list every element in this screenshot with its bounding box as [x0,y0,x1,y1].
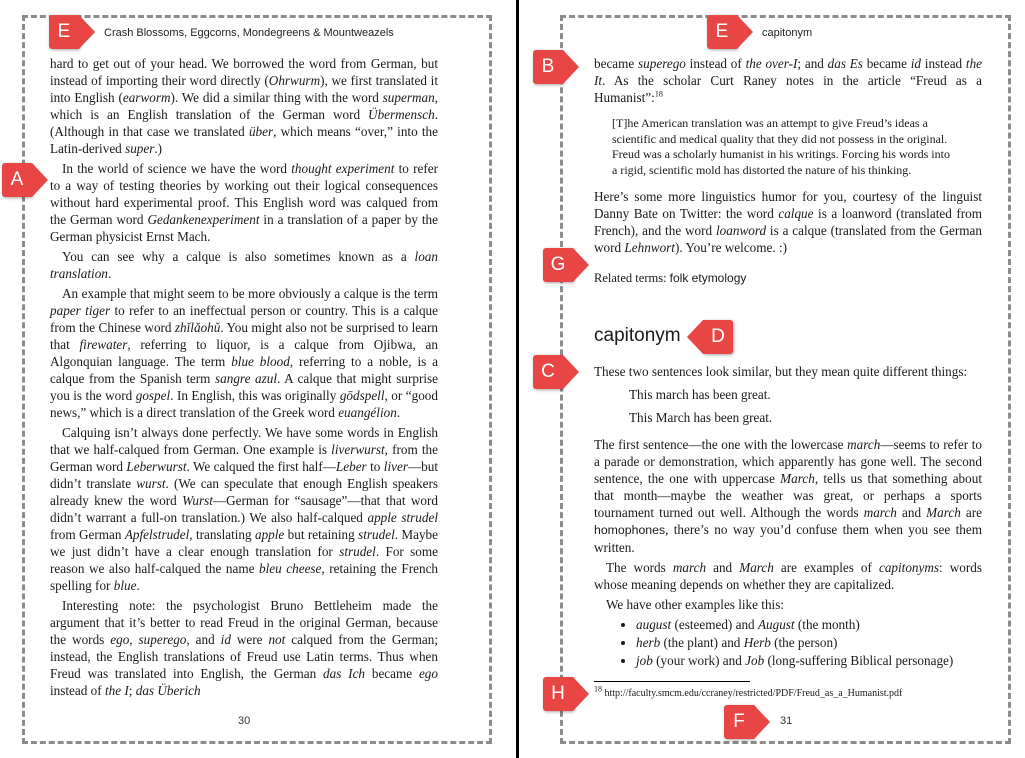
text-run: to refer to a way of testing theories by working out their logical consequences without hard experimental proof. This English word was calqued from the German word [50,161,439,227]
text-run: ). You’re welcome. :) [674,240,788,255]
text-run: , tells us that something about that month—maybe the weather was great, or perhaps a sports tournament turned out well. Although the words [594,471,982,520]
text-run: . [107,266,112,281]
callout-g: G [543,248,573,282]
italic-term: March [926,505,961,520]
italic-term: euangélion [338,405,397,420]
text-run: , [129,632,139,647]
text-run: (the month) [794,617,860,632]
text-run: , or “good news,” which is a direct translation of the Greek word [50,388,438,420]
text-run: . In English, this was originally [170,388,340,403]
text-run: hard to get out of your head. We borrowed the word from German, but instead of importing their word directly ( [50,56,438,88]
italic-term: march [863,505,897,520]
italic-term: liverwurst [331,442,385,457]
italic-term: Leber [335,459,367,474]
italic-term: Job [745,653,765,668]
sans-term: homophones [594,523,666,537]
italic-term: not [268,632,286,647]
italic-term: March [780,471,815,486]
italic-term: the I [104,683,129,698]
italic-term: superego [138,632,187,647]
text-run: and [706,560,740,575]
text-run: , referring to liquor, is a calque from Ojibwa, an Algonquian language. The term [50,337,438,369]
italic-term: Leberwurst [126,459,187,474]
italic-term: august [636,617,672,632]
text-run: . (We can speculate that enough English speakers already knew the word [50,476,438,508]
callout-a: A [2,163,32,197]
text-run: , translating [189,527,255,542]
footnote-text: http://faculty.smcm.edu/ccraney/restricted/PDF/Freud_as_a_Humanist.pdf [602,688,903,699]
text-run: Calquing isn’t always done perfectly. We have some words in English that we half-calqued from German. One example is [50,425,438,457]
left-running-head: Crash Blossoms, Eggcorns, Mondegreens & Mountweazels [104,27,394,39]
text-run: , and [186,632,221,647]
right-page-body-top [594,55,982,287]
text-run: , from the German word [50,442,438,474]
italic-term: Ohrwurm [268,73,321,88]
italic-term: das Überich [135,683,201,698]
italic-term: über [248,124,274,139]
text-run: . Maybe we just didn’t have a clear enough translation for [50,527,439,559]
italic-term: loan translation [50,249,438,281]
text-run: You can see why a calque is also sometimes known as a [62,249,415,264]
text-run: . [396,405,401,420]
italic-term: bleu cheese [259,561,322,576]
italic-term: zhǐlǎohǔ [174,320,221,335]
text-run: and [896,505,927,520]
italic-term: capitonyms [878,560,940,575]
paragraph [50,55,438,157]
text-run: from German [50,527,125,542]
callout-d: D [703,320,733,354]
entry-heading: capitonym [594,325,681,346]
text-run: Interesting note: the psychologist Bruno Bettleheim made the argument that it’s better to read Freud in the original German, because the words [50,598,438,647]
text-run: . (Although in that case we translated [50,107,438,139]
text-run: . As the scholar Curt Raney notes in the article “Freud as a Humanist”: [594,73,982,105]
italic-term: Übermensch [368,107,435,122]
text-run: (long-suffering Biblical personage) [764,653,954,668]
italic-term: ego [110,632,130,647]
italic-term: thought experiment [291,161,395,176]
text-run: (the plant) and [660,635,744,650]
right-page-number: 31 [780,715,793,727]
text-run: became [862,56,911,71]
paragraph [594,436,982,556]
text-run: , which is an English translation of the German word [50,90,438,122]
text-run: to [366,459,384,474]
paragraph [50,160,438,245]
example-sentence: This march has been great. [629,387,771,402]
italic-term: calque [778,206,814,221]
italic-term: ego [418,666,438,681]
example-sentence: This March has been great. [629,410,773,425]
italic-term: id [910,56,922,71]
text-run: (the person) [770,635,838,650]
italic-term: herb [636,635,661,650]
text-run: In the world of science we have the word [62,161,292,176]
text-run: ). We did a similar thing with the word [170,90,383,105]
italic-term: super [125,141,155,156]
italic-term: blue [113,578,137,593]
callout-h: H [543,677,573,711]
italic-term: August [757,617,795,632]
italic-term: liver [383,459,408,474]
text-run: The words [606,560,673,575]
callout-f: F [724,705,754,739]
list-item [636,652,982,669]
italic-term: march [672,560,707,575]
related-term-link: folk etymology [669,271,747,285]
left-page-body [50,55,438,702]
text-run: . A calque that might surprise you is the word [50,371,438,403]
italic-term: paper tiger [50,303,111,318]
text-run: , referring to a noble, is a calque from the Spanish term [50,354,439,386]
paragraph [594,559,982,593]
right-running-head: capitonym [762,27,813,39]
text-run: to refer to an ineffectual person or country. This is a calque from the Chinese word [50,303,438,335]
paragraph [594,188,982,256]
text-run: calqued from the German; instead, the English translations of Freud use Latin terms. Thus when Freud was translated into English, the German [50,632,439,681]
text-run: .) [154,141,163,156]
list-item [636,634,982,651]
text-run: became [365,666,419,681]
italic-term: apple strudel [367,510,439,525]
italic-term: das Es [827,56,863,71]
text-run: —German for “sausage”—that that word didn’t warrant a full-on translation.) We also half-calqued [50,493,438,525]
italic-term: superego [638,56,686,71]
text-run: were [230,632,269,647]
text-run: . We calqued the first half— [186,459,336,474]
italic-term: gōdspell [339,388,385,403]
italic-term: job [636,653,653,668]
callout-b: B [533,50,563,84]
italic-term: Lehnwort [624,240,675,255]
text-run: : words whose meaning depends on whether they are capitalized. [594,560,982,592]
text-run: in a translation of a paper by the German physicist Ernst Mach. [50,212,439,244]
italic-term: blue blood [231,354,290,369]
text-run: . You might also not be surprised to learn that [50,320,438,352]
italic-term: the over-I [745,56,798,71]
callout-e-left: E [49,15,79,49]
italic-term: strudel [339,544,376,559]
text-run: ; and [797,56,828,71]
italic-term: Herb [743,635,771,650]
paragraph [50,597,438,699]
text-run: is a loanword (translated from French), and the word [594,206,982,238]
callout-e-right: E [707,15,737,49]
text-run: became [594,56,639,71]
paragraph [50,285,438,421]
text-run: are [960,505,983,520]
paragraph [50,424,438,594]
related-terms [594,270,982,287]
left-page-number: 30 [238,715,251,727]
block-quote: [T]he American translation was an attempt to give Freud’s ideas a scientific and medical quality that they did not possess in the original. Freud was a scholarly humanist in his writings. Forcing his words into a rigid, scientific mold has distorted the nature of his thinking. [612,116,950,177]
paragraph [50,248,438,282]
italic-term: Gedankenexperiment [147,212,260,227]
italic-term: March [739,560,774,575]
italic-term: firewater [79,337,128,352]
paragraph: We have other examples like this: [606,597,785,612]
italic-term: Wurst [182,493,213,508]
spread-gutter-divider [516,0,519,758]
text-run: , there’s no way you’d confuse them when you see them written. [594,522,982,555]
right-page-body-bottom [594,363,982,670]
text-run: (your work) and [652,653,746,668]
text-run: (esteemed) and [671,617,758,632]
text-run: is a calque (translated from the German word [594,223,983,255]
text-run: The first sentence—the one with the lowercase [594,437,848,452]
paragraph: These two sentences look similar, but they mean quite different things: [594,364,968,379]
italic-term: apple [254,527,285,542]
bullet-list [594,616,982,669]
italic-term: superman [382,90,435,105]
italic-term: das Ich [323,666,366,681]
text-run: An example that might seem to be more obviously a calque is the term [62,286,438,301]
text-run: —but didn’t translate [50,459,439,491]
text-run: ; [128,683,136,698]
text-run: are examples of [773,560,879,575]
italic-term: wurst [136,476,166,491]
italic-term: march [847,437,881,452]
text-run: ), we first translated it into English ( [50,73,438,105]
text-run: but retaining [284,527,359,542]
italic-term: the It [594,56,983,88]
text-run: . [136,578,140,593]
text-run: , retaining the French spelling for [50,561,439,593]
italic-term: id [220,632,231,647]
text-run: instead of [50,683,105,698]
text-run: instead [921,56,966,71]
italic-term: Apfelstrudel [124,527,190,542]
text-run: —seems to refer to a parade or demonstration, which apparently has gone well. The second sentence, the one with uppercase [594,437,983,486]
paragraph [594,55,982,106]
footnote-number: 18 [594,684,602,694]
related-terms-label: Related terms: [594,271,670,285]
list-item [636,616,982,633]
footnote [594,684,994,699]
italic-term: gospel [135,388,171,403]
callout-c: C [533,355,563,389]
text-run: , which means “over,” into the Latin-derived [50,124,439,156]
italic-term: loanword [716,223,767,238]
text-run: . For some reason we also half-calqued the name [50,544,439,576]
italic-term: strudel [358,527,395,542]
italic-term: sangre azul [215,371,277,386]
text-run: Here’s some more linguistics humor for you, courtesy of the linguist Danny Bate on Twitter: the word [594,189,982,221]
italic-term: earworm [122,90,171,105]
text-run: instead of [685,56,746,71]
footnote-reference: 18 [654,89,663,99]
footnote-rule [594,681,750,682]
